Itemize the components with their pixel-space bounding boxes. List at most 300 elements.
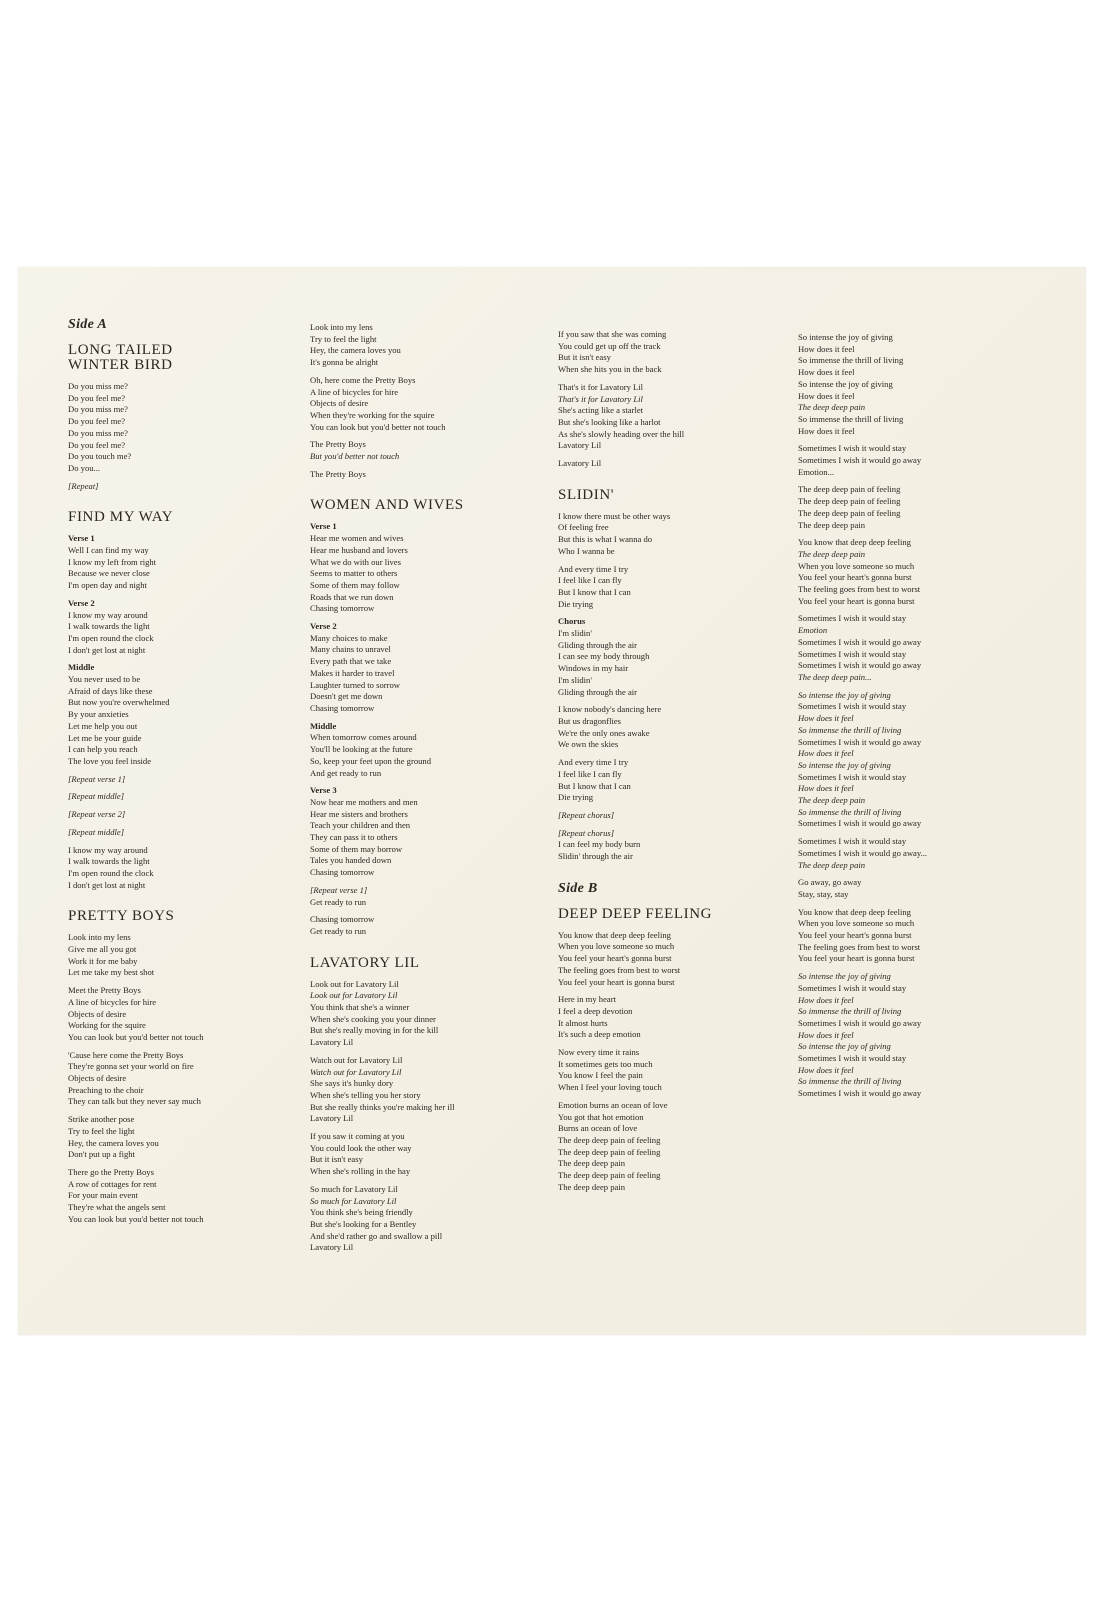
- lyric-line: Preaching to the choir: [68, 1084, 144, 1095]
- lyric-stanza: [310, 621, 560, 715]
- lyric-stanza: [798, 613, 1048, 683]
- lyric-line: 'Cause here come the Pretty Boys: [68, 1049, 184, 1060]
- lyric-line: I'm slidin': [558, 628, 592, 639]
- lyric-stanza: [68, 845, 318, 892]
- italic-lyric-line: [Repeat middle]: [68, 791, 125, 802]
- lyric-line: We're the only ones awake: [558, 727, 650, 738]
- italic-lyric-line: How does it feel: [798, 994, 854, 1005]
- lyric-line: I know my left from right: [68, 556, 157, 567]
- lyric-line: You got that hot emotion: [558, 1111, 644, 1122]
- italic-lyric-line: [Repeat verse 2]: [68, 809, 126, 820]
- lyric-line: Get ready to run: [310, 925, 367, 936]
- italic-lyric-line: So immense the thrill of living: [798, 1076, 902, 1087]
- italic-lyric-line: So intense the joy of giving: [798, 1041, 891, 1052]
- lyric-line: How does it feel: [798, 367, 855, 378]
- lyric-line: Sometimes I wish it would go away: [798, 636, 922, 647]
- section-label: Middle: [68, 662, 95, 673]
- lyric-line: Meet the Pretty Boys: [68, 985, 141, 996]
- lyric-stanza: [558, 564, 808, 611]
- lyric-line: Hey, the camera loves you: [310, 345, 401, 356]
- lyric-line: Because we never close: [68, 568, 150, 579]
- italic-lyric-line: That's it for Lavatory Lil: [558, 393, 643, 404]
- lyric-line: The Pretty Boys: [310, 468, 366, 479]
- lyric-line: You feel your heart is gonna burst: [558, 976, 675, 987]
- lyric-line: When they're working for the squire: [310, 409, 435, 420]
- lyric-line: Afraid of days like these: [68, 685, 153, 696]
- lyric-line: When she hits you in the back: [558, 364, 662, 375]
- lyric-line: Don't put up a fight: [68, 1149, 135, 1160]
- lyric-stanza: [558, 1100, 808, 1194]
- lyric-line: The deep deep pain of feeling: [558, 1134, 661, 1145]
- lyric-stanza: [310, 469, 560, 481]
- lyric-line: How does it feel: [798, 343, 855, 354]
- lyric-line: Die trying: [558, 792, 594, 803]
- lyric-stanza: [558, 511, 808, 558]
- lyric-line: Give me all you got: [68, 944, 137, 955]
- lyric-stanza: [310, 322, 560, 369]
- section-label: Verse 1: [310, 521, 337, 532]
- lyrics-column-1: [68, 317, 318, 1231]
- lyric-line: You feel your heart is gonna burst: [798, 595, 915, 606]
- lyric-line: Tales you handed down: [310, 855, 392, 866]
- lyric-line: But I know that I can: [558, 780, 631, 791]
- lyric-line: I'm open round the clock: [68, 632, 154, 643]
- lyric-line: Gliding through the air: [558, 639, 638, 650]
- lyric-line: What we do with our lives: [310, 556, 401, 567]
- lyric-line: Do you feel me?: [68, 392, 126, 403]
- lyric-line: Emotion burns an ocean of love: [558, 1099, 668, 1110]
- lyric-line: You'll be looking at the future: [310, 744, 413, 755]
- lyric-stanza: [68, 533, 318, 592]
- lyric-line: You can look but you'd better not touch: [310, 421, 446, 432]
- lyric-line: Look into my lens: [68, 932, 131, 943]
- lyric-stanza: [798, 443, 1048, 478]
- lyric-line: But she's looking like a harlot: [558, 416, 661, 427]
- lyric-line: It sometimes gets too much: [558, 1058, 653, 1069]
- italic-lyric-line: So much for Lavatory Lil: [310, 1195, 397, 1206]
- lyric-stanza: [558, 458, 808, 470]
- song-title: [68, 909, 318, 924]
- lyric-line: It's such a deep emotion: [558, 1029, 641, 1040]
- song-title-line: LAVATORY LIL: [310, 954, 420, 971]
- lyric-line: I don't get lost at night: [68, 879, 146, 890]
- lyric-line: I know my way around: [68, 844, 148, 855]
- lyric-line: Seems to matter to others: [310, 568, 398, 579]
- italic-lyric-line: The deep deep pain: [798, 402, 866, 413]
- song-title: [558, 907, 808, 922]
- lyric-line: She's acting like a starlet: [558, 405, 644, 416]
- lyric-stanza: [310, 1184, 560, 1254]
- lyric-stanza: [68, 809, 318, 821]
- lyric-line: But she's really moving in for the kill: [310, 1025, 439, 1036]
- italic-lyric-line: How does it feel: [798, 748, 854, 759]
- lyric-stanza: [558, 930, 808, 989]
- lyric-line: When you love someone so much: [558, 941, 675, 952]
- lyric-line: When I feel your loving touch: [558, 1082, 662, 1093]
- lyric-line: Do you touch me?: [68, 451, 132, 462]
- lyric-line: I can feel my body burn: [558, 839, 641, 850]
- lyric-line: Sometimes I wish it would go away: [798, 455, 922, 466]
- lyric-line: I'm open day and night: [68, 580, 147, 591]
- italic-lyric-line: So intense the joy of giving: [798, 971, 891, 982]
- lyric-stanza: [68, 1050, 318, 1109]
- lyric-line: But now you're overwhelmed: [68, 697, 170, 708]
- lyric-line: Try to feel the light: [68, 1125, 135, 1136]
- lyric-line: Sometimes I wish it would go away...: [798, 847, 928, 858]
- italic-lyric-line: Watch out for Lavatory Lil: [310, 1066, 402, 1077]
- lyric-line: When you love someone so much: [798, 918, 915, 929]
- italic-lyric-line: How does it feel: [798, 783, 854, 794]
- lyric-line: And she'd rather go and swallow a pill: [310, 1230, 443, 1241]
- lyric-line: But it isn't easy: [558, 352, 611, 363]
- italic-lyric-line: So intense the joy of giving: [798, 689, 891, 700]
- lyric-line: Objects of desire: [310, 398, 369, 409]
- lyric-line: Let me help you out: [68, 720, 138, 731]
- lyric-line: The deep deep pain of feeling: [798, 496, 901, 507]
- lyric-stanza: [798, 907, 1048, 966]
- lyric-line: They're gonna set your world on fire: [68, 1061, 194, 1072]
- lyric-line: There go the Pretty Boys: [68, 1166, 154, 1177]
- lyric-line: I don't get lost at night: [68, 644, 146, 655]
- lyric-line: For your main event: [68, 1190, 138, 1201]
- lyric-line: When tomorrow comes around: [310, 732, 417, 743]
- italic-lyric-line: [Repeat chorus]: [558, 827, 615, 838]
- lyric-line: You think she's being friendly: [310, 1207, 413, 1218]
- lyric-sheet: [18, 267, 1086, 1335]
- lyric-line: The love you feel inside: [68, 755, 152, 766]
- lyric-stanza: [798, 877, 1048, 900]
- lyric-line: I walk towards the light: [68, 856, 150, 867]
- lyric-stanza: [310, 439, 560, 462]
- lyric-line: So immense the thrill of living: [798, 413, 904, 424]
- section-label: Chorus: [558, 616, 586, 627]
- lyric-line: Sometimes I wish it would stay: [798, 1053, 907, 1064]
- side-heading: Side B: [558, 880, 598, 896]
- lyric-stanza: [798, 971, 1048, 1100]
- lyric-line: Hear me husband and lovers: [310, 544, 408, 555]
- spacer: [558, 476, 808, 488]
- lyric-line: Let me take my best shot: [68, 967, 155, 978]
- lyric-line: I know there must be other ways: [558, 510, 671, 521]
- lyric-line: Sometimes I wish it would stay: [798, 613, 907, 624]
- lyric-line: Hey, the camera loves you: [68, 1137, 159, 1148]
- lyric-line: Lavatory Lil: [558, 440, 602, 451]
- lyric-line: The feeling goes from best to worst: [798, 584, 921, 595]
- lyric-line: Here in my heart: [558, 994, 616, 1005]
- lyric-line: Makes it harder to travel: [310, 667, 395, 678]
- italic-lyric-line: How does it feel: [798, 1029, 854, 1040]
- lyric-line: You feel your heart's gonna burst: [558, 953, 672, 964]
- lyric-line: A line of bicycles for hire: [310, 386, 399, 397]
- lyrics-column-4: [798, 332, 1048, 1106]
- italic-lyric-line: The deep deep pain: [798, 859, 866, 870]
- lyric-stanza: [558, 994, 808, 1041]
- lyric-stanza: [310, 979, 560, 1049]
- lyric-line: The deep deep pain of feeling: [798, 507, 901, 518]
- song-title-line: FIND MY WAY: [68, 509, 174, 526]
- lyric-line: How does it feel: [798, 390, 855, 401]
- lyric-line: Doesn't get me down: [310, 691, 383, 702]
- italic-lyric-line: [Repeat]: [68, 480, 99, 491]
- lyric-line: I walk towards the light: [68, 621, 150, 632]
- lyric-stanza: [558, 382, 808, 452]
- lyric-line: They can pass it to others: [310, 832, 398, 843]
- lyric-line: Do you miss me?: [68, 404, 128, 415]
- lyric-line: I can help you reach: [68, 744, 138, 755]
- lyric-stanza: [68, 1114, 318, 1161]
- lyric-stanza: [558, 616, 808, 698]
- italic-lyric-line: So immense the thrill of living: [798, 806, 902, 817]
- lyrics-column-3: [558, 329, 808, 1199]
- lyric-line: As she's slowly heading over the hill: [558, 428, 685, 439]
- italic-lyric-line: Look out for Lavatory Lil: [310, 990, 398, 1001]
- song-title: [310, 956, 560, 971]
- lyric-line: Lavatory Lil: [310, 1242, 354, 1253]
- lyric-line: Sometimes I wish it would stay: [798, 701, 907, 712]
- lyric-line: Burns an ocean of love: [558, 1123, 638, 1134]
- lyric-line: So, keep your feet upon the ground: [310, 755, 432, 766]
- lyric-line: But it isn't easy: [310, 1154, 363, 1165]
- lyric-line: A row of cottages for rent: [68, 1178, 157, 1189]
- lyric-line: Do you feel me?: [68, 416, 126, 427]
- lyric-stanza: [310, 721, 560, 780]
- lyric-line: You could look the other way: [310, 1142, 412, 1153]
- lyric-line: So immense the thrill of living: [798, 355, 904, 366]
- lyric-line: Working for the squire: [68, 1020, 146, 1031]
- lyric-line: When you love someone so much: [798, 560, 915, 571]
- side-heading: Side A: [68, 317, 108, 332]
- lyric-stanza: [558, 704, 808, 751]
- lyric-line: Many choices to make: [310, 632, 388, 643]
- song-title: [310, 498, 560, 513]
- lyric-line: But I know that I can: [558, 586, 631, 597]
- lyric-stanza: [68, 791, 318, 803]
- song-title: [68, 510, 318, 525]
- lyric-line: If you saw that she was coming: [558, 329, 667, 339]
- lyric-line: It almost hurts: [558, 1017, 608, 1028]
- song-title-line: WOMEN AND WIVES: [310, 497, 464, 514]
- lyric-stanza: [68, 1167, 318, 1226]
- lyric-line: The feeling goes from best to worst: [558, 964, 681, 975]
- italic-lyric-line: [Repeat chorus]: [558, 809, 615, 820]
- lyric-line: But she's looking for a Bentley: [310, 1219, 417, 1229]
- lyrics-column-2: [310, 322, 560, 1260]
- lyric-line: Sometimes I wish it would stay: [798, 443, 907, 454]
- section-label: Verse 1: [68, 533, 95, 544]
- lyric-line: How does it feel: [798, 425, 855, 436]
- lyric-line: You know that deep deep feeling: [798, 906, 911, 917]
- lyric-line: I'm slidin': [558, 674, 592, 685]
- italic-lyric-line: The deep deep pain: [798, 548, 866, 559]
- lyric-line: The deep deep pain: [558, 1181, 626, 1192]
- lyric-line: We own the skies: [558, 739, 619, 750]
- lyric-line: Lavatory Lil: [310, 1037, 354, 1048]
- lyric-line: Look out for Lavatory Lil: [310, 978, 399, 989]
- lyric-line: Sometimes I wish it would go away: [798, 1017, 922, 1028]
- spacer: [558, 869, 808, 881]
- lyric-line: Die trying: [558, 598, 594, 609]
- italic-lyric-line: The deep deep pain...: [798, 671, 872, 682]
- lyric-line: Sometimes I wish it would go away: [798, 818, 922, 829]
- italic-lyric-line: How does it feel: [798, 1064, 854, 1075]
- lyric-line: They're what the angels sent: [68, 1202, 166, 1213]
- lyric-stanza: [310, 1131, 560, 1178]
- section-label: Middle: [310, 720, 337, 731]
- lyric-line: Lavatory Lil: [558, 458, 602, 469]
- song-title: [68, 343, 318, 373]
- song-title-line: PRETTY BOYS: [68, 908, 175, 925]
- italic-lyric-line: [Repeat verse 1]: [68, 773, 126, 784]
- lyric-stanza: [558, 1047, 808, 1094]
- lyric-stanza: [798, 484, 1048, 531]
- lyric-line: Do you miss me?: [68, 427, 128, 438]
- lyric-line: Well I can find my way: [68, 545, 149, 556]
- lyric-line: Do you...: [68, 462, 100, 473]
- italic-lyric-line: So immense the thrill of living: [798, 724, 902, 735]
- song-title: [558, 488, 808, 503]
- lyric-line: You could get up off the track: [558, 340, 661, 351]
- lyric-line: Work it for me baby: [68, 955, 138, 966]
- lyric-line: By your anxieties: [68, 709, 129, 720]
- lyric-line: Who I wanna be: [558, 545, 615, 556]
- italic-lyric-line: [Repeat verse 1]: [310, 884, 368, 895]
- lyric-stanza: [558, 757, 808, 804]
- lyric-line: Objects of desire: [68, 1073, 127, 1084]
- lyric-stanza: [68, 827, 318, 839]
- italic-lyric-line: Emotion: [798, 625, 828, 636]
- lyric-line: They can talk but they never say much: [68, 1096, 201, 1107]
- lyric-line: Every path that we take: [310, 656, 392, 667]
- lyric-line: Look into my lens: [310, 322, 373, 332]
- song-title-line: SLIDIN': [558, 486, 615, 503]
- lyric-stanza: [310, 521, 560, 615]
- song-title-line: LONG TAILED: [68, 342, 173, 358]
- lyric-stanza: [798, 690, 1048, 830]
- lyric-line: Lavatory Lil: [310, 1113, 354, 1124]
- lyric-stanza: [310, 785, 560, 879]
- lyric-line: You know that deep deep feeling: [798, 537, 911, 548]
- lyric-line: I know my way around: [68, 609, 148, 620]
- lyric-line: Oh, here come the Pretty Boys: [310, 374, 416, 385]
- lyric-line: But us dragonflies: [558, 715, 622, 726]
- lyric-line: Laughter turned to sorrow: [310, 679, 400, 690]
- lyric-line: You know I feel the pain: [558, 1070, 643, 1081]
- lyric-stanza: [558, 828, 808, 863]
- lyric-line: You know that deep deep feeling: [558, 929, 671, 940]
- lyric-line: Slidin' through the air: [558, 851, 633, 862]
- lyric-stanza: [558, 329, 808, 376]
- lyric-line: When she's telling you her story: [310, 1089, 421, 1100]
- lyric-line: Many chains to unravel: [310, 644, 391, 655]
- lyric-line: But she really thinks you're making her ill: [310, 1101, 455, 1112]
- lyric-line: Watch out for Lavatory Lil: [310, 1054, 403, 1065]
- lyric-line: The deep deep pain of feeling: [558, 1146, 661, 1157]
- lyric-line: The deep deep pain of feeling: [798, 484, 901, 495]
- lyric-line: Some of them may follow: [310, 579, 400, 590]
- lyric-line: You feel your heart is gonna burst: [798, 953, 915, 964]
- lyric-line: Sometimes I wish it would go away: [798, 660, 922, 671]
- lyric-line: Sometimes I wish it would stay: [798, 648, 907, 659]
- lyric-line: It's gonna be alright: [310, 357, 379, 368]
- lyric-line: I feel like I can fly: [558, 768, 622, 779]
- lyric-line: Objects of desire: [68, 1008, 127, 1019]
- lyric-line: You can look but you'd better not touch: [68, 1213, 204, 1224]
- lyric-line: And get ready to run: [310, 767, 382, 778]
- lyric-line: Get ready to run: [310, 896, 367, 907]
- lyric-line: Windows in my hair: [558, 663, 629, 674]
- lyric-line: Sometimes I wish it would stay: [798, 836, 907, 847]
- lyric-line: Roads that we run down: [310, 591, 394, 602]
- lyric-line: Now hear me mothers and men: [310, 796, 418, 807]
- lyric-line: Hear me sisters and brothers: [310, 808, 408, 819]
- italic-lyric-line: But you'd better not touch: [310, 451, 400, 462]
- lyric-stanza: [68, 381, 318, 475]
- lyric-line: Chasing tomorrow: [310, 867, 375, 878]
- lyric-line: The deep deep pain: [798, 519, 866, 530]
- lyric-line: I know nobody's dancing here: [558, 704, 662, 715]
- lyric-line: You think that she's a winner: [310, 1002, 410, 1013]
- lyric-stanza: [68, 481, 318, 493]
- lyric-line: Do you miss me?: [68, 381, 128, 391]
- lyric-line: She says it's hunky dory: [310, 1078, 394, 1089]
- lyric-stanza: [68, 932, 318, 979]
- lyric-line: Let me be your guide: [68, 732, 142, 743]
- lyric-line: So much for Lavatory Lil: [310, 1183, 398, 1194]
- lyric-line: That's it for Lavatory Lil: [558, 381, 644, 392]
- lyric-line: Chasing tomorrow: [310, 914, 375, 925]
- lyric-line: And every time I try: [558, 757, 629, 768]
- lyric-line: The feeling goes from best to worst: [798, 941, 921, 952]
- lyric-line: Hear me women and wives: [310, 533, 404, 544]
- lyric-line: Teach your children and then: [310, 820, 411, 831]
- lyric-line: Emotion...: [798, 466, 835, 477]
- spacer: [310, 944, 560, 956]
- lyric-stanza: [798, 836, 1048, 871]
- lyric-line: Some of them may borrow: [310, 843, 403, 854]
- lyric-stanza: [310, 1055, 560, 1125]
- lyric-stanza: [68, 774, 318, 786]
- lyric-line: Strike another pose: [68, 1114, 135, 1125]
- lyric-line: Sometimes I wish it would stay: [798, 982, 907, 993]
- lyric-line: You feel your heart's gonna burst: [798, 572, 912, 583]
- italic-lyric-line: [Repeat middle]: [68, 826, 125, 837]
- lyric-stanza: [310, 885, 560, 908]
- lyric-line: A line of bicycles for hire: [68, 996, 157, 1007]
- section-label: Verse 2: [68, 597, 95, 608]
- lyric-line: But this is what I wanna do: [558, 534, 653, 545]
- italic-lyric-line: The deep deep pain: [798, 795, 866, 806]
- lyric-line: I can see my body through: [558, 651, 650, 662]
- lyric-line: Sometimes I wish it would go away: [798, 1088, 922, 1099]
- lyric-line: You never used to be: [68, 674, 141, 685]
- lyric-line: Try to feel the light: [310, 333, 377, 344]
- lyric-stanza: [310, 375, 560, 434]
- lyric-stanza: [68, 598, 318, 657]
- lyric-stanza: [798, 537, 1048, 607]
- lyric-line: So intense the joy of giving: [798, 332, 893, 342]
- lyric-line: The deep deep pain of feeling: [558, 1170, 661, 1181]
- lyric-line: Chasing tomorrow: [310, 603, 375, 614]
- lyric-line: The deep deep pain: [558, 1158, 626, 1169]
- lyric-line: So intense the joy of giving: [798, 378, 893, 389]
- lyric-line: Do you feel me?: [68, 439, 126, 450]
- lyric-stanza: [310, 914, 560, 937]
- italic-lyric-line: So immense the thrill of living: [798, 1006, 902, 1017]
- section-label: Verse 2: [310, 621, 337, 632]
- lyric-line: And every time I try: [558, 563, 629, 574]
- lyric-stanza: [798, 332, 1048, 437]
- section-label: Verse 3: [310, 785, 337, 796]
